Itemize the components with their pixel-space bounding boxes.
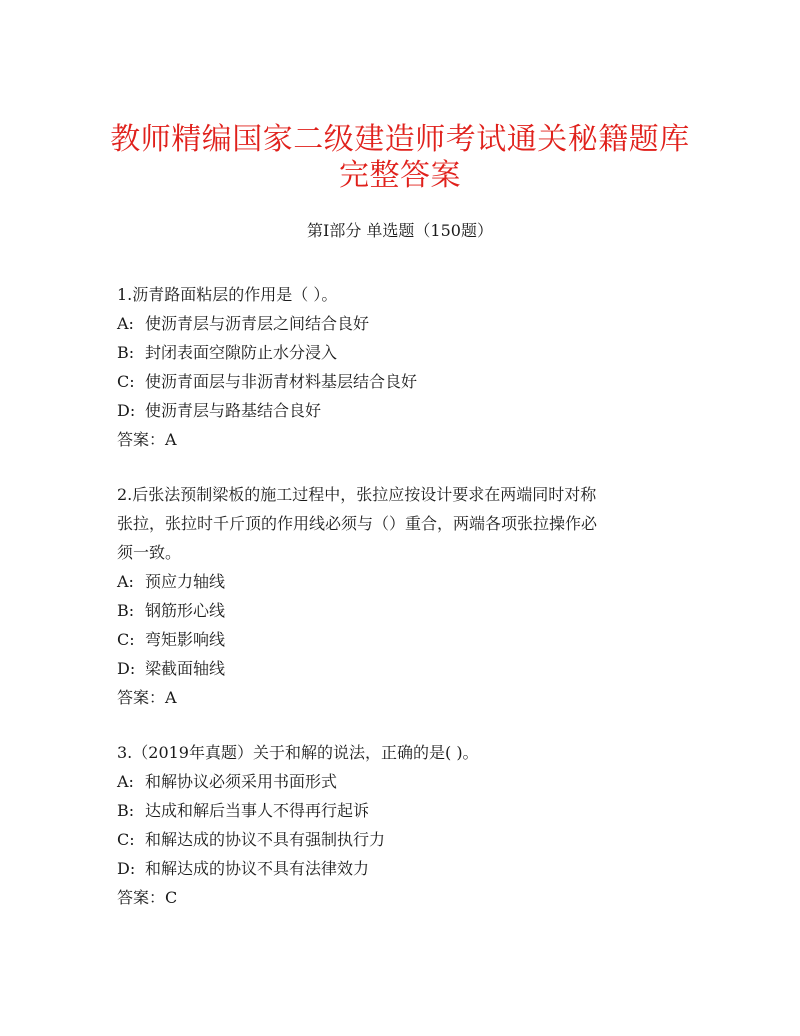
option-text: 和解达成的协议不具有法律效力 bbox=[145, 859, 370, 878]
option-c bbox=[117, 825, 687, 854]
option-letter: D: bbox=[117, 659, 136, 678]
answer: 答案：C bbox=[117, 888, 178, 907]
option-letter: A: bbox=[117, 314, 134, 333]
option-letter: B: bbox=[117, 343, 135, 362]
document-title-line1: 教师精编国家二级建造师考试通关秘籍题库 bbox=[110, 122, 690, 157]
option-d bbox=[117, 396, 687, 425]
option-letter: C: bbox=[117, 830, 135, 849]
option-text: 使沥青层与沥青层之间结合良好 bbox=[145, 314, 370, 333]
option-b bbox=[117, 796, 687, 825]
question-stem: 须一致。 bbox=[117, 543, 182, 562]
question-stem: 1.沥青路面粘层的作用是（ ）。 bbox=[117, 285, 338, 304]
option-text: 使沥青面层与非沥青材料基层结合良好 bbox=[145, 372, 418, 391]
option-letter: A: bbox=[117, 572, 134, 591]
question-2 bbox=[117, 480, 687, 712]
answer: 答案：A bbox=[117, 688, 177, 707]
option-letter: A: bbox=[117, 772, 134, 791]
question-1 bbox=[117, 280, 687, 454]
question-stem: 2.后张法预制梁板的施工过程中，张拉应按设计要求在两端同时对称 bbox=[117, 485, 597, 504]
option-c bbox=[117, 625, 687, 654]
section-heading: 第Ⅰ部分 单选题（150题） bbox=[307, 221, 493, 240]
document-title-line2: 完整答案 bbox=[339, 158, 461, 193]
option-a bbox=[117, 309, 687, 338]
option-text: 弯矩影响线 bbox=[145, 630, 226, 649]
option-letter: C: bbox=[117, 372, 135, 391]
option-letter: B: bbox=[117, 601, 135, 620]
option-letter: C: bbox=[117, 630, 135, 649]
answer: 答案：A bbox=[117, 430, 177, 449]
option-a bbox=[117, 567, 687, 596]
option-text: 和解达成的协议不具有强制执行力 bbox=[145, 830, 386, 849]
option-text: 使沥青层与路基结合良好 bbox=[145, 401, 322, 420]
option-text: 梁截面轴线 bbox=[145, 659, 226, 678]
option-d bbox=[117, 654, 687, 683]
option-letter: D: bbox=[117, 401, 136, 420]
option-b bbox=[117, 596, 687, 625]
option-text: 钢筋形心线 bbox=[145, 601, 226, 620]
option-letter: B: bbox=[117, 801, 135, 820]
question-stem: 3.（2019年真题）关于和解的说法，正确的是( )。 bbox=[117, 743, 479, 762]
option-d bbox=[117, 854, 687, 883]
question-3 bbox=[117, 738, 687, 912]
option-text: 封闭表面空隙防止水分浸入 bbox=[145, 343, 338, 362]
question-stem: 张拉，张拉时千斤顶的作用线必须与（）重合，两端各项张拉操作必 bbox=[117, 514, 598, 533]
option-text: 和解协议必须采用书面形式 bbox=[145, 772, 338, 791]
option-c bbox=[117, 367, 687, 396]
option-text: 预应力轴线 bbox=[145, 572, 226, 591]
option-a bbox=[117, 767, 687, 796]
option-b bbox=[117, 338, 687, 367]
option-letter: D: bbox=[117, 859, 136, 878]
option-text: 达成和解后当事人不得再行起诉 bbox=[145, 801, 370, 820]
